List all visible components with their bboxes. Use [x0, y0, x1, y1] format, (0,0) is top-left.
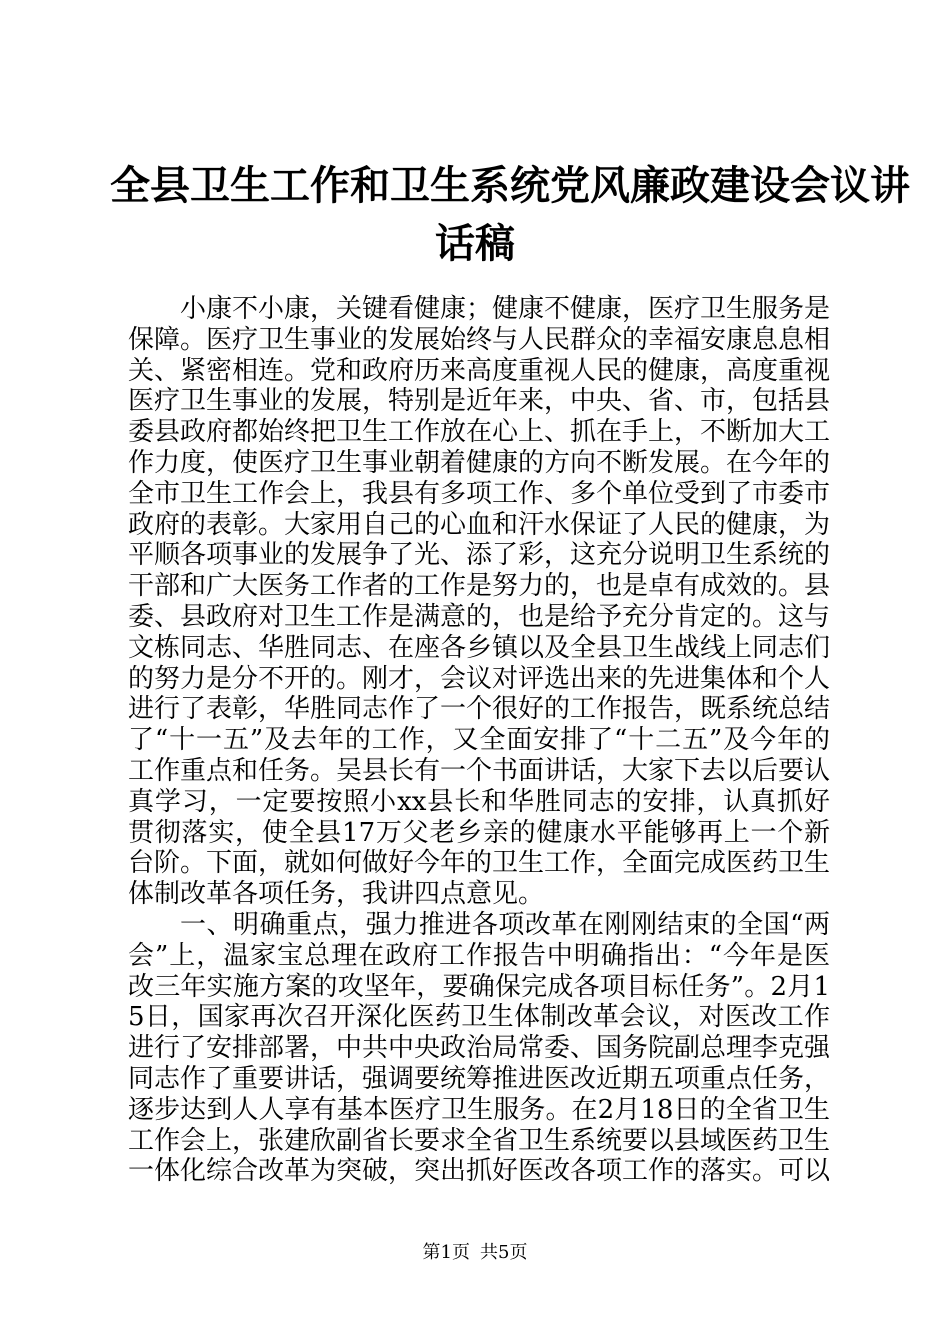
- body-paragraph-2: 一、明确重点，强力推进各项改革在刚刚结束的全国“两会”上，温家宝总理在政府工作报告中明确指出：“今年是医改三年实施方案的攻坚年，要确保完成各项目标任务”。2月15日，国家再次召开深化医药卫生体制改革会议，对医改工作进行了安排部署，中共中央政治局常委、国务院副总理李克强同志作了重要讲话，强调要统筹推进医改近期五项重点任务，逐步达到人人享有基本医疗卫生服务。在2月18日的全省卫生工作会上，张建欣副省长要求全省卫生系统要以县域医药卫生一体化综合改革为突破，突出抓好医改各项工作的落实。可以: [128, 909, 831, 1187]
- page-footer: [0, 1241, 950, 1265]
- document-body: [128, 294, 830, 1187]
- page-number: 第1页: [422, 1242, 470, 1263]
- document-title-line-2: 话稿: [435, 220, 515, 267]
- document-title-line-1: 全县卫生工作和卫生系统党风廉政建设会议讲: [110, 162, 910, 209]
- body-paragraph-1: 小康不小康，关键看健康；健康不健康，医疗卫生服务是保障。医疗卫生事业的发展始终与人民群众的幸福安康息息相关、紧密相连。党和政府历来高度重视人民的健康，高度重视医疗卫生事业的发展，特别是近年来，中央、省、市，包括县委县政府都始终把卫生工作放在心上、抓在手上，不断加大工作力度，使医疗卫生事业朝着健康的方向不断发展。在今年的全市卫生工作会上，我县有多项工作、多个单位受到了市委市政府的表彰。大家用自己的心血和汗水保证了人民的健康，为平顺各项事业的发展争了光、添了彩，这充分说明卫生系统的干部和广大医务工作者的工作是努力的，也是卓有成效的。县委、县政府对卫生工作是满意的，也是给予充分肯定的。这与文栋同志、华胜同志、在座各乡镇以及全县卫生战线上同志们的努力是分不开的。刚才，会议对评选出来的先进集体和个人进行了表彰，华胜同志作了一个很好的工作报告，既系统总结了“十一五”及去年的工作，又全面安排了“十二五”及今年的工作重点和任务。吴县长有一个书面讲话，大家下去以后要认真学习，一定要按照小xx县长和华胜同志的安排，认真抓好贯彻落实，使全县17万父老乡亲的健康水平能够再上一个新台阶。下面，就如何做好今年的卫生工作，全面完成医药卫生体制改革各项任务，我讲四点意见。: [128, 294, 831, 910]
- page-total: 共5页: [480, 1242, 528, 1263]
